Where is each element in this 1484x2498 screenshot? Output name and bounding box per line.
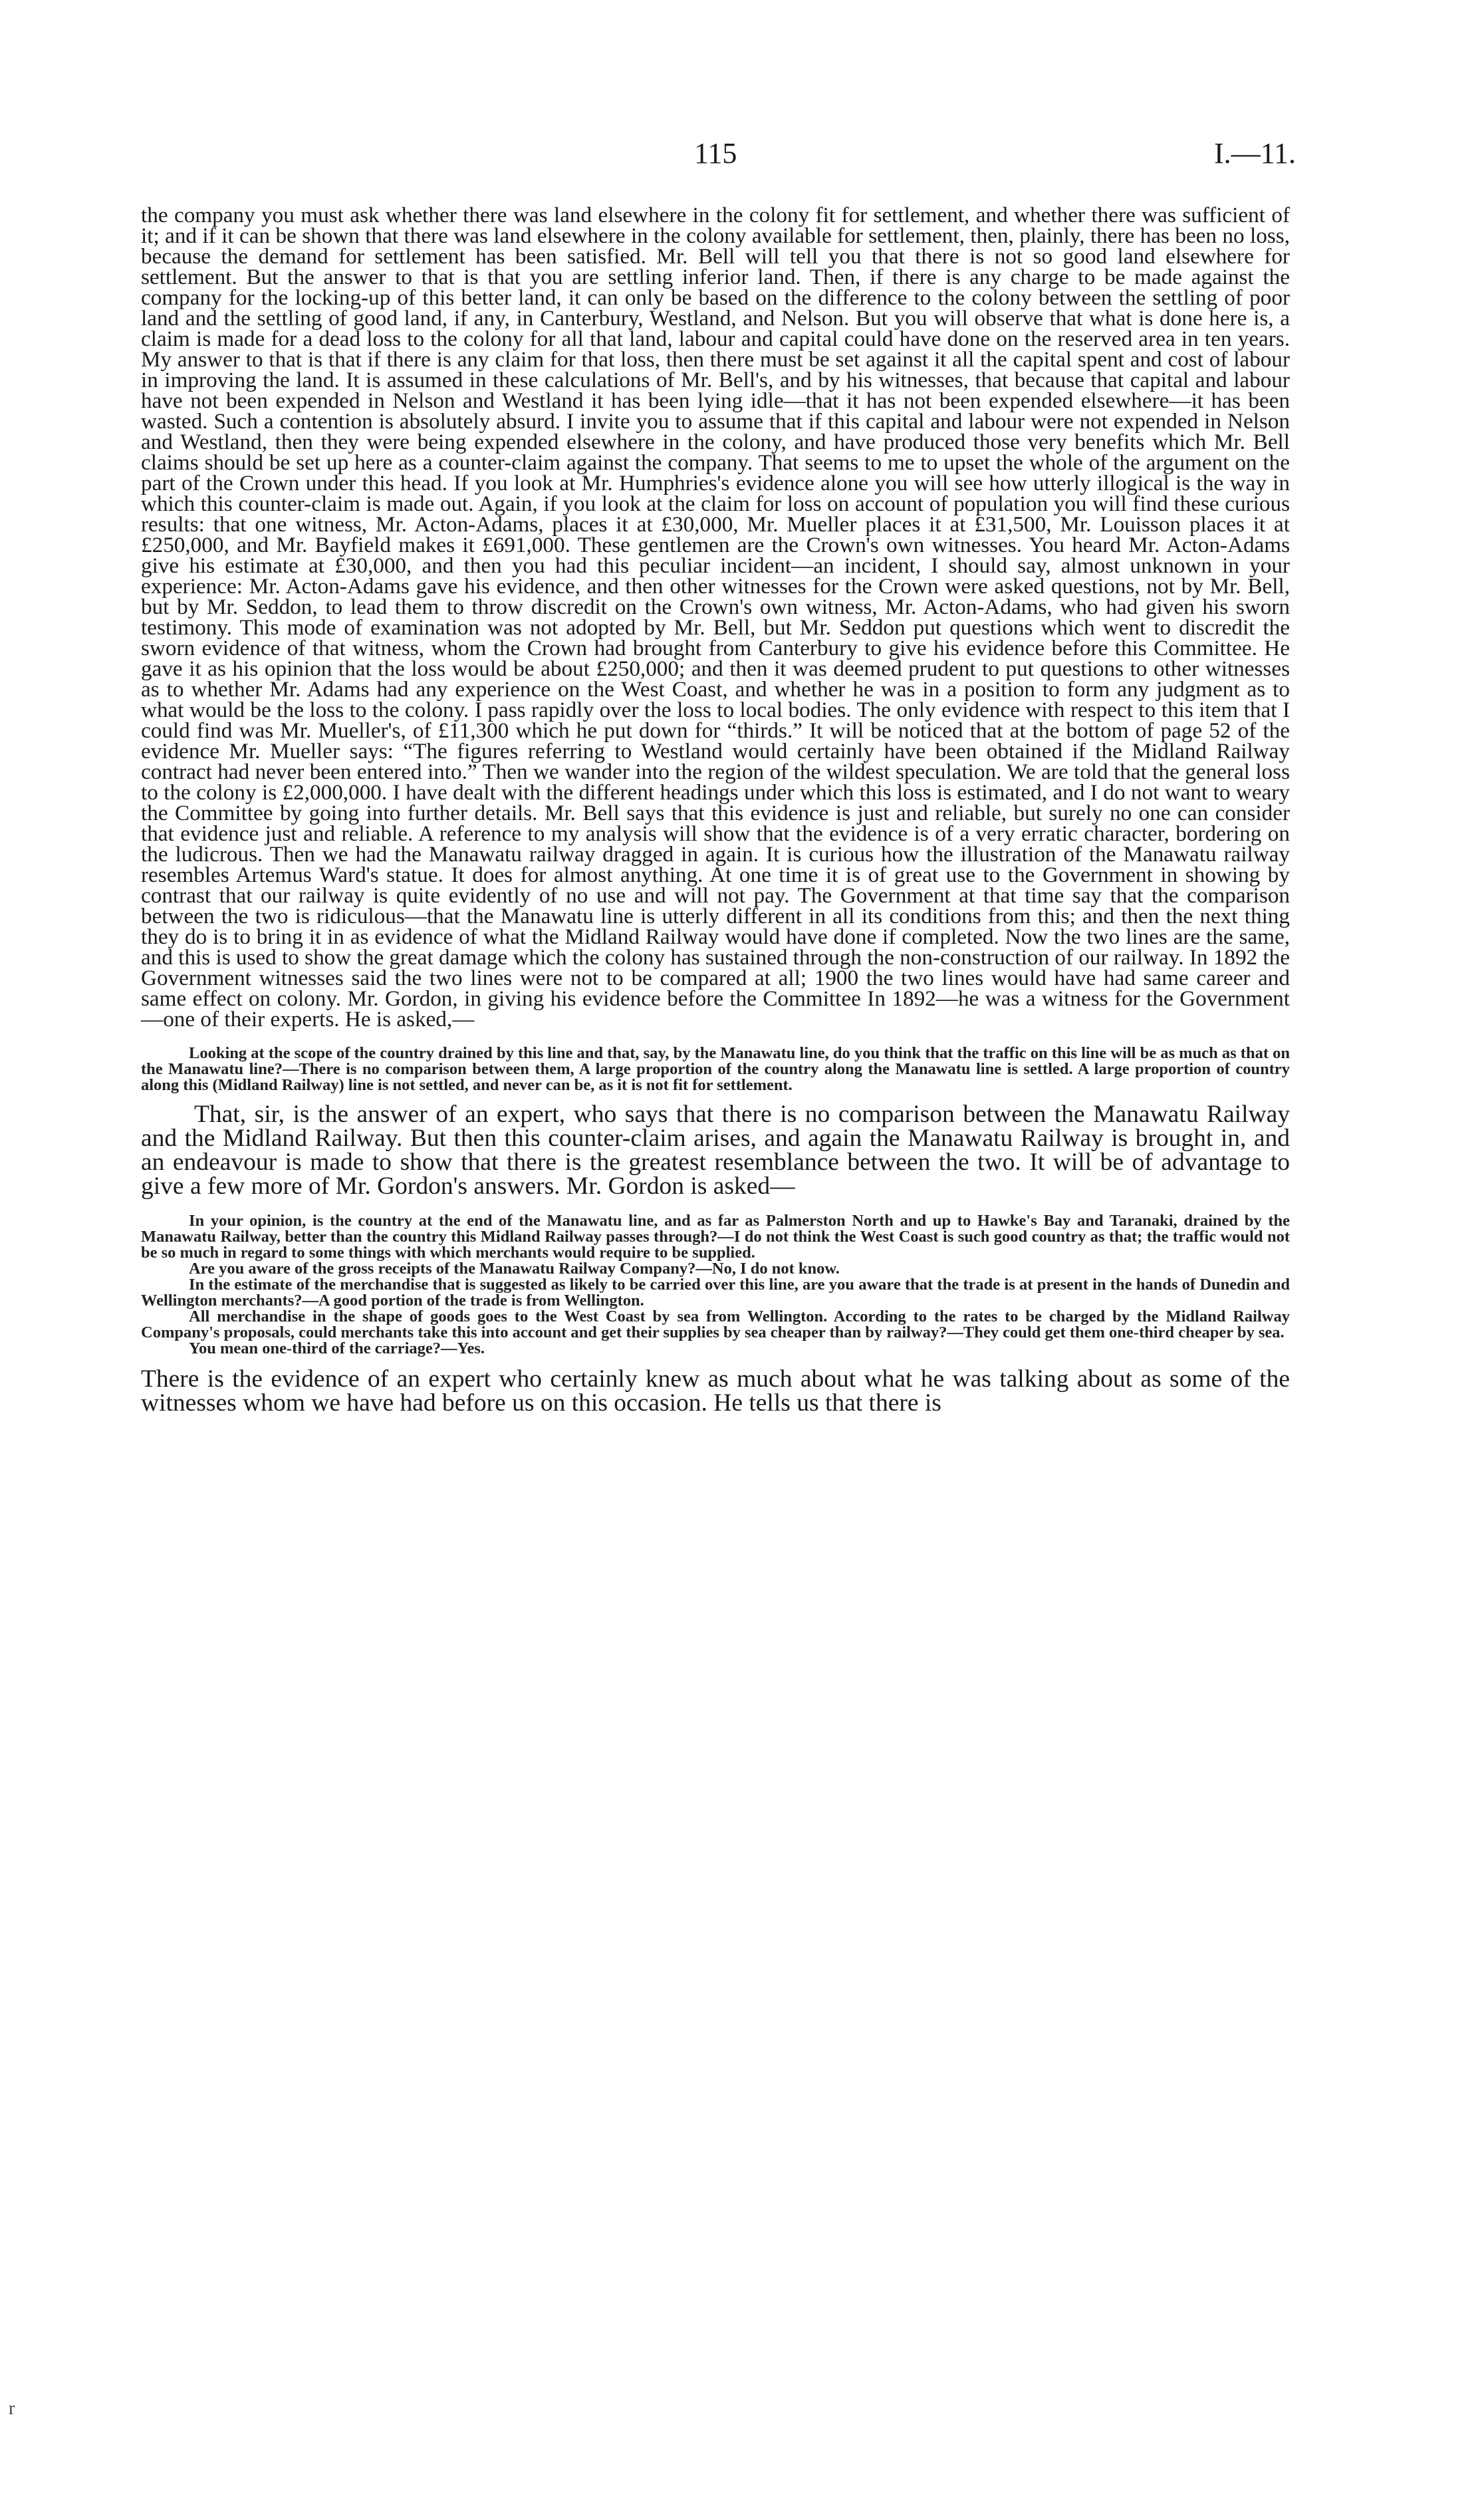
quoted-evidence: In your opinion, is the country at the end of the Manawatu line, and as far as Palmerston North and up to Hawke's Bay and Taranaki, drained by the Manawatu Railway, better than the country this Midland Railway passes through?—I do not think the West Coast is such good country as that; the traffic would not be so much in regard to some things with which merchants would require to be supplied. [141,1212,1290,1262]
page-content [141,205,1290,1415]
quoted-evidence: In the estimate of the merchandise that is suggested as likely to be carried over this line, are you aware that the trade is at present in the hands of Dunedin and Wellington merchants?—A good portion of the trade is from Wellington. [141,1276,1290,1310]
page-number: 115 [694,137,737,170]
quoted-evidence: You mean one-third of the carriage?—Yes. [189,1339,485,1357]
body-paragraph: That, sir, is the answer of an expert, who says that there is no comparison between the Manawatu Railway and the Midland Railway. But then this counter-claim arises, and again the Manawatu Railway is brought in, and an endeavour is made to show that there is the greatest resemblance between the two. It will be of advantage to give a few more of Mr. Gordon's answers. Mr. Gordon is asked— [141,1101,1290,1200]
quoted-evidence: Looking at the scope of the country drained by this line and that, say, by the Manawatu line, do you think that the traffic on this line will be as much as that on the Manawatu line?—There is no comparison between them, A large proportion of the country along the Manawatu line is settled. A large proportion of country along this (Midland Railway) line is not settled, and never can be, as it is not fit for settlement. [141,1044,1290,1094]
body-paragraph: There is the evidence of an expert who certainly knew as much about what he was talking about as some of the witnesses whom we have had before us on this occasion. He tells us that there is [141,1365,1290,1417]
quoted-evidence: All merchandise in the shape of goods goes to the West Coast by sea from Wellington. According to the rates to be charged by the Midland Railway Company's proposals, could merchants take this into account and get their supplies by sea cheaper than by railway?—They could get them one-third cheaper by sea. [141,1308,1290,1341]
quoted-evidence-block [141,1213,1290,1357]
body-paragraph: the company you must ask whether there was land elsewhere in the colony fit for settlement, and whether there was sufficient of it; and if it can be shown that there was land elsewhere in the colony available for settlement, then, plainly, there has been no loss, because the demand for settlement has been satisfied. Mr. Bell will tell you that there is not so good land elsewhere for settlement. But the answer to that is that you are settling inferior land. Then, if there is any charge to be made against the company for the locking-up of this better land, it can only be based on the difference to the colony between the settling of poor land and the settling of good land, if any, in Canterbury, Westland, and Nelson. But you will observe that what is done here is, a claim is made for a dead loss to the colony for all that land, labour and capital could have done on the reserved area in ten years. My answer to that is that if there is any claim for that loss, then there must be set against it all the capital spent and cost of labour in improving the land. It is assumed in these calculations of Mr. Bell's, and by his witnesses, that because that capital and labour have not been expended in Nelson and Westland it has been lying idle—that it has not been expended elsewhere—it has been wasted. Such a contention is absolutely absurd. I invite you to assume that if this capital and labour were not expended in Nelson and Westland, then they were being expended elsewhere in the colony, and have produced those very benefits which Mr. Bell claims should be set up here as a counter-claim against the company. That seems to me to upset the whole of the argument on the part of the Crown under this head. If you look at Mr. Humphries's evidence alone you will see how utterly illogical is the way in which this counter-claim is made out. Again, if you look at the claim for loss on account of population you will find these curious results: that one witness, Mr. Acton-Adams, places it at £30,000, Mr. Mueller places it at £31,500, Mr. Louisson places it at £250,000, and Mr. Bayfield makes it £691,000. These gentlemen are the Crown's own witnesses. You heard Mr. Acton-Adams give his estimate at £30,000, and then you had this peculiar incident—an incident, I should say, almost unknown in your experience: Mr. Acton-Adams gave his evidence, and then other witnesses for the Crown were asked questions, not by Mr. Bell, but by Mr. Seddon, to lead them to throw discredit on the Crown's own witness, Mr. Acton-Adams, who had given his sworn testimony. This mode of examination was not adopted by Mr. Bell, but Mr. Seddon put questions which went to discredit the sworn evidence of that witness, whom the Crown had brought from Canterbury to give his evidence before this Committee. He gave it as his opinion that the loss would be about £250,000; and then it was deemed prudent to put questions to other witnesses as to whether Mr. Adams had any experience on the West Coast, and whether he was in a position to form any judgment as to what would be the loss to the colony. I pass rapidly over the loss to local bodies. The only evidence with respect to this item that I could find was Mr. Mueller's, of £11,300 which he put down for “thirds.” It will be noticed that at the bottom of page 52 of the evidence Mr. Mueller says: “The figures referring to Westland would certainly have been obtained if the Midland Railway contract had never been entered into.” Then we wander into the region of the wildest speculation. We are told that the general loss to the colony is £2,000,000. I have dealt with the different headings under which this loss is estimated, and I do not want to weary the Committee by going into further details. Mr. Bell says that this evidence is just and reliable, but surely no one can consider that evidence just and reliable. A reference to my analysis will show that the evidence is of a very erratic character, bordering on the ludicrous. Then we had the Manawatu railway dragged in again. It is curious how the illustration of the Manawatu railway resembles Artemus Ward's statue. It does for almost anything. At one time it is of great use to the Government in showing by contrast that our railway is quite evidently of no use and will not pay. The Government at that time say that the comparison between the two is ridiculous—that the Manawatu line is utterly different in all its conditions from this; and then the next thing they do is to bring it in as evidence of what the Midland Railway would have done if completed. Now the two lines are the same, and this is used to show the great damage which the colony has sustained through the non-construction of our railway. In 1892 the Government witnesses said the two lines were not to be compared at all; 1900 the two lines would have had same career and same effect on colony. Mr. Gordon, in giving his evidence before the Committee In 1892—he was a witness for the Government—one of their experts. He is asked,— [141,203,1290,1032]
quoted-evidence: Are you aware of the gross receipts of the Manawatu Railway Company?—No, I do not know. [189,1260,840,1278]
quoted-evidence-block [141,1045,1290,1093]
document-reference: I.—11. [1213,137,1296,170]
page-header [0,136,1484,176]
margin-mark: r [9,2398,15,2419]
